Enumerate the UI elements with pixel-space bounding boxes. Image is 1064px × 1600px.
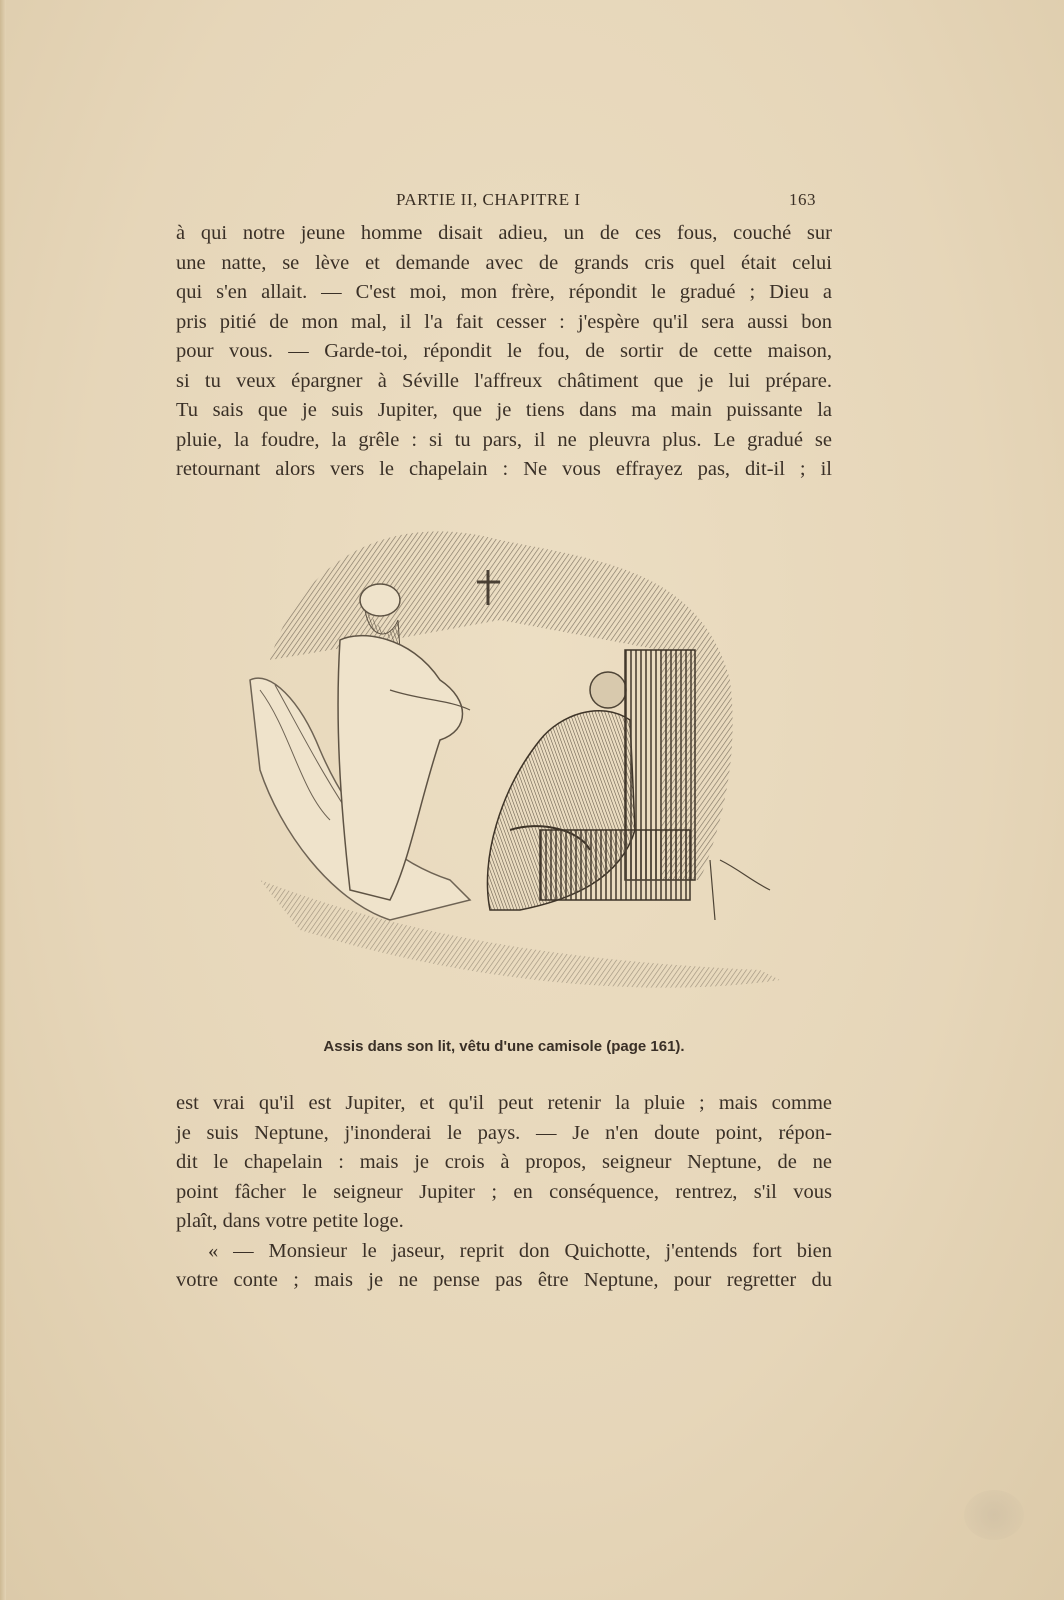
- text-line: pris pitié de mon mal, il l'a fait cesser : j'espère qu'il sera aussi bon: [176, 310, 832, 333]
- text-line: qui s'en allait. — C'est moi, mon frère, répondit le gradué ; Dieu a: [176, 281, 832, 303]
- engraving-illustration: [240, 500, 800, 1020]
- bottom-paragraph: [176, 1089, 832, 1296]
- text-line: une natte, se lève et demande avec de grands cris quel était celui: [176, 251, 832, 274]
- illustration-caption: Assis dans son lit, vêtu d'une camisole (page 161).: [323, 1038, 685, 1055]
- text-line: si tu veux épargner à Séville l'affreux châtiment que je lui prépare.: [176, 369, 832, 392]
- text-line: retournant alors vers le chapelain : Ne vous effrayez pas, dit-il ; il: [176, 458, 832, 480]
- text-line: je suis Neptune, j'inonderai le pays. — Je n'en doute point, répon-: [176, 1121, 832, 1144]
- top-paragraph: [176, 219, 832, 485]
- text-line: plaît, dans votre petite loge.: [176, 1210, 404, 1232]
- page-header: [176, 190, 816, 214]
- text-line: à qui notre jeune homme disait adieu, un de ces fous, couché sur: [176, 222, 832, 244]
- text-line: pour vous. — Garde-toi, répondit le fou, de sortir de cette maison,: [176, 340, 832, 362]
- text-line: pluie, la foudre, la grêle : si tu pars, il ne pleuvra plus. Le gradué se: [176, 428, 832, 451]
- text-line: Tu sais que je suis Jupiter, que je tiens dans ma main puissante la: [176, 399, 832, 421]
- page-edge: [0, 0, 6, 1600]
- text-line: « — Monsieur le jaseur, reprit don Quichotte, j'entends fort bien: [208, 1239, 832, 1262]
- text-line: dit le chapelain : mais je crois à propos, seigneur Neptune, de ne: [176, 1151, 832, 1173]
- page-number: 163: [789, 190, 816, 209]
- text-line: est vrai qu'il est Jupiter, et qu'il peut retenir la pluie ; mais comme: [176, 1092, 832, 1114]
- text-line: votre conte ; mais je ne pense pas être Neptune, pour regretter du: [176, 1269, 832, 1291]
- running-title: PARTIE II, CHAPITRE I: [396, 190, 581, 209]
- paper-stain: [964, 1490, 1024, 1540]
- engraving-icon: [240, 500, 800, 1020]
- text-line: point fâcher le seigneur Jupiter ; en conséquence, rentrez, s'il vous: [176, 1180, 832, 1203]
